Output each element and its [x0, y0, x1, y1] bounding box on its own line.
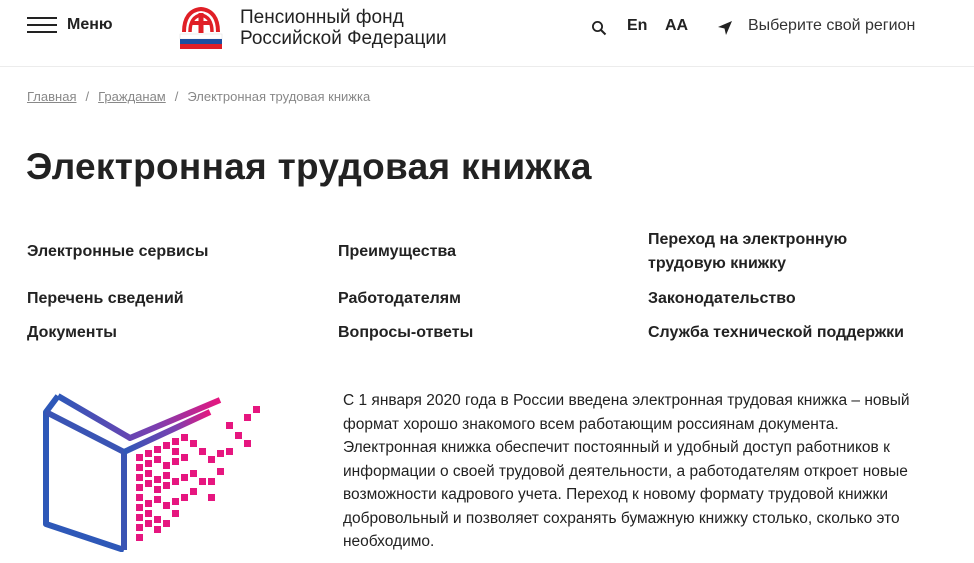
link-employers[interactable]: Работодателям [338, 290, 461, 307]
language-switch[interactable]: En [627, 17, 648, 34]
org-name-line2: Российской Федерации [240, 28, 447, 49]
link-tech-support[interactable]: Служба технической поддержки [648, 324, 905, 341]
link-legislation[interactable]: Законодательство [648, 290, 796, 307]
link-transition[interactable] [648, 228, 847, 276]
link-advantages[interactable]: Преимущества [338, 243, 456, 260]
link-transition-line1: Переход на электронную [648, 231, 848, 248]
region-selector[interactable]: Выберите свой регион [748, 17, 916, 34]
breadcrumb-citizens[interactable]: Гражданам [98, 89, 166, 104]
site-header [0, 0, 974, 67]
font-size-toggle[interactable]: АА [665, 17, 689, 34]
intro-text: С 1 января 2020 года в России введена электронная трудовая книжка – новый формат хорошо знакомого всем работающим россиянам документа. Электронная книжка обеспечит постоянный и удобный доступ работников к информации о своей трудовой деятельности, а работодателям откроет новые возможности кадрового учета. Переход к новому формату трудовой книжки добровольный и позволяет сохранять бумажную книжку столько, сколько это необходимо. [343, 392, 910, 550]
search-icon[interactable] [591, 20, 607, 36]
link-faq[interactable]: Вопросы-ответы [338, 324, 474, 341]
link-documents[interactable]: Документы [27, 324, 117, 341]
menu-button[interactable] [27, 16, 113, 34]
electronic-workbook-illustration [40, 392, 265, 552]
page-title: Электронная трудовая книжка [26, 146, 592, 187]
breadcrumb-separator: / [174, 89, 179, 104]
breadcrumb [27, 89, 370, 104]
pfr-logo [178, 4, 224, 52]
link-electronic-services[interactable]: Электронные сервисы [27, 243, 209, 260]
breadcrumb-home[interactable]: Главная [27, 89, 77, 104]
breadcrumb-current: Электронная трудовая книжка [187, 89, 371, 104]
menu-icon [27, 16, 57, 34]
site-logo[interactable] [178, 4, 447, 52]
link-info-list[interactable]: Перечень сведений [27, 290, 184, 307]
location-arrow-icon [717, 20, 733, 36]
menu-label: Меню [67, 16, 113, 33]
link-transition-line2: трудовую книжку [648, 255, 787, 272]
org-name-line1: Пенсионный фонд [240, 7, 404, 28]
breadcrumb-separator: / [85, 89, 90, 104]
